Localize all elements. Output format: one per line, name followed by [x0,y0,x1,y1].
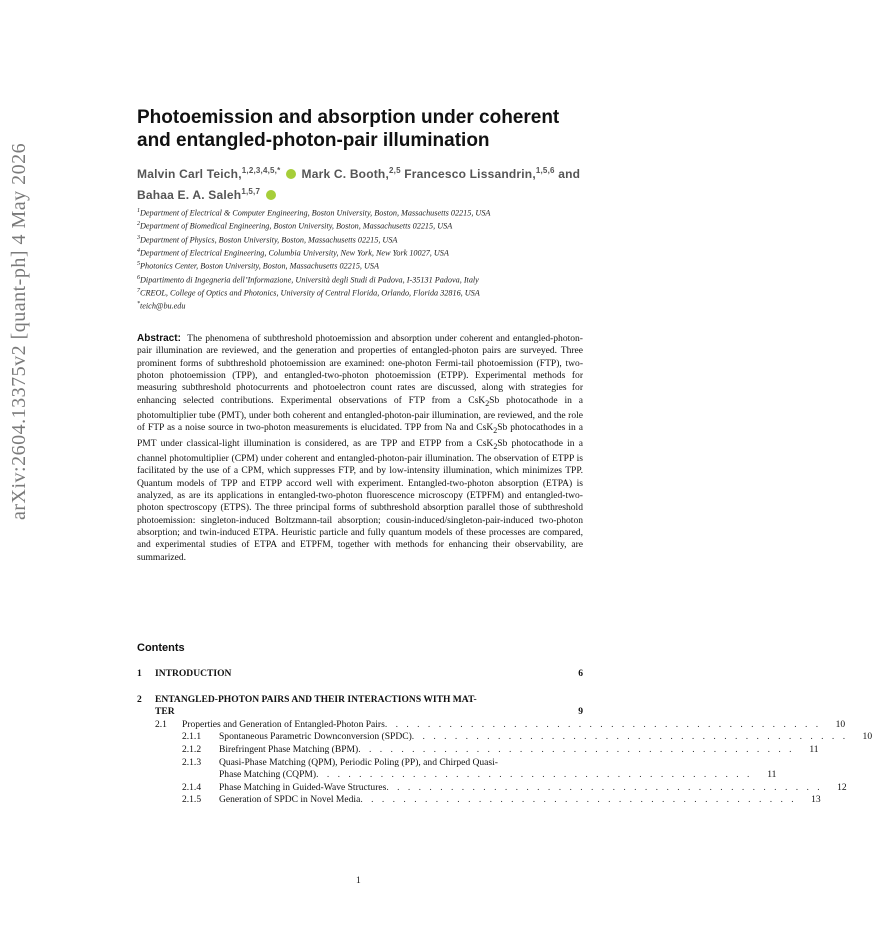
author-affil-sup: 1,5,7 [241,187,261,196]
affil-text: Photonics Center, Boston University, Boston, Massachusetts 02215, USA [140,262,380,272]
abstract-text: Sb photocathode in a channel photomultiplier (CPM) under coherent and entangled-photon-pair illumination. The observation of ETPP is facilitated by the use of a CPM, which suppresses FTP, and by low-intensity illumination, which minimizes TPP. Quantum models of TPP and ETPP accord well with experiment. Entangled-two-photon absorption (ETPA) is analyzed, as are its applications in entangled-two-photon fluorescence microscopy (ETPFM) and entangled-two-photon spectroscopy (ETPS). The three principal forms of subthreshold absorption parallel those of subthreshold photoemission: singleton-induced Boltzmann-tail absorption; cousin-induced/singleton-pair-induced two-photon absorption; and twin-induced ETPA. Heuristic particle and fully quantum models of these processes are compared, and experimental studies of ETPA and ETPFM, together with methods for enhancing their observability, are summarized. [137,437,583,563]
toc-number: 2.1.3 [182,756,202,768]
toc-leader: . . . . . . . . . . . . . . . . . . . . . . . . . . . . . . . . . . . . . . . . . [316,769,753,781]
toc-page: 10 [862,731,872,743]
author-name: Malvin Carl Teich, [137,167,242,181]
orcid-icon[interactable] [286,169,296,179]
toc-entry[interactable] [137,731,872,744]
toc-entry-continued[interactable] [137,769,777,782]
affil-sup: 1 [137,208,140,214]
toc-number: 2 [137,693,142,705]
affiliation [137,233,583,246]
toc-entry[interactable] [137,694,583,707]
toc-title: Generation of SPDC in Novel Media [219,794,361,806]
toc-title: INTRODUCTION [155,668,232,679]
subscript: 2 [493,441,498,451]
affil-sup: 7 [137,287,140,294]
toc-leader: . . . . . . . . . . . . . . . . . . . . . . . . . . . . . . . . . . . . . . . . . [411,731,849,743]
toc-entry[interactable] [137,781,847,795]
abstract-text: The phenomena of subthreshold photoemission and absorption under coherent and entangled-photon-pair illumination are reviewed, and the generation and properties of entangled-photon pairs are surveyed. Three prominent forms of subthreshold photoemission are examined: one-photon Fermi-tail photoemission (FTP), two-photon photoemission (TPP), and entangled-two-photon photoemission (ETPP). Experimental methods for measuring subthreshold photocurrents and photoelectron count rates are discussed, along with strategies for enhancing selected contributions. Experimental observations of FTP from a CsK [137,333,583,406]
toc-entry[interactable] [137,794,821,807]
toc-number: 2.1 [155,718,167,730]
toc-title: ENTANGLED-PHOTON PAIRS AND THEIR INTERACTIONS WITH MAT- [155,693,477,705]
affiliation [137,259,583,272]
author-affil-sup: 1,2,3,4,5,* [241,166,281,175]
toc-number: 2.1.1 [182,731,202,743]
toc-title: Phase Matching (CQPM) [219,769,317,781]
author-name: Mark C. Booth, [301,167,389,181]
toc-leader: . . . . . . . . . . . . . . . . . . . . . . . . . . . . . . . . . . . . . . . . . [358,743,795,755]
affiliation [137,206,583,219]
toc-title: TER [155,706,175,718]
author-name: Bahaa E. A. Saleh [137,188,242,202]
author-conjunction: and [558,167,581,181]
toc-number: 2.1.5 [182,794,202,806]
paper-title [137,106,583,152]
contents-heading: Contents [137,642,185,654]
author-affil-sup: 2,5 [389,166,401,175]
toc-number: 2.1.4 [182,781,202,793]
affiliation [137,286,583,299]
affil-text: Department of Physics, Boston University, Boston, Massachusetts 02215, USA [140,235,398,245]
toc-number: 1 [137,668,142,679]
toc-entry-continued[interactable] [137,706,583,719]
toc-entry[interactable] [137,757,583,770]
toc-page: 11 [809,743,819,755]
orcid-icon[interactable] [266,190,276,200]
abstract-text: Sb photocathode in a photomultiplier tube (PMT), under both coherent and entangled-photon-pair illumination, are reviewed, and the role of FTP as a noise source in two-photon measurements is elucidated. TPP from Na and CsK [137,394,583,434]
affil-text: teich@bu.edu [140,302,186,312]
subscript: 2 [485,398,490,408]
toc-title: Properties and Generation of Entangled-Photon Pairs [182,718,385,730]
toc-entry[interactable] [137,668,583,681]
affil-sup: 4 [137,247,140,254]
affiliation-email[interactable] [137,299,583,312]
toc-page: 12 [837,781,847,793]
author-affil-sup: 1,5,6 [535,166,555,175]
abstract [137,333,583,564]
affil-sup: 3 [137,234,140,241]
toc-title: Spontaneous Parametric Downconversion (SPDC) [219,731,412,743]
affiliations [137,206,583,313]
affiliation [137,219,583,232]
toc-page: 10 [835,718,846,730]
author-list [137,162,583,204]
affil-sup: 2 [137,221,140,228]
affil-text: Department of Electrical Engineering, Columbia University, New York, New York 10027, USA [140,248,449,258]
toc-page: 9 [578,706,583,718]
toc-title: Phase Matching in Guided-Wave Structures [219,781,387,793]
toc-entry[interactable] [137,718,846,732]
toc-leader: . . . . . . . . . . . . . . . . . . . . . . . . . . . . . . . . . . . . . . . . . [384,718,822,730]
table-of-contents [137,668,872,807]
affil-sup: 5 [137,261,140,268]
toc-leader: . . . . . . . . . . . . . . . . . . . . . . . . . . . . . . . . . . . . . . . . . [360,794,797,806]
affil-text: CREOL, College of Optics and Photonics, University of Central Florida, Orlando, Florida 32816, USA [140,288,480,298]
abstract-label: Abstract: [137,333,181,344]
affil-text: Department of Electrical & Computer Engineering, Boston University, Boston, Massachusetts 02215, USA [140,208,491,218]
subscript: 2 [493,426,498,436]
toc-leader: . . . . . . . . . . . . . . . . . . . . . . . . . . . . . . . . . . . . . . . . . [386,781,823,793]
page-number: 1 [356,876,361,886]
toc-page: 13 [811,794,821,806]
arxiv-sidebar-stamp: arXiv:2604.13375v2 [quant-ph] 4 May 2026 [8,142,30,520]
author-name: Francesco Lissandrin, [404,167,536,181]
affil-text: Dipartimento di Ingegneria dell’Informazione, Università degli Studi di Padova, I-35131 Padova, Italy [140,275,479,285]
toc-page: 11 [767,769,777,781]
affil-sup: 6 [137,274,140,281]
toc-title: Quasi-Phase Matching (QPM), Periodic Poling (PP), and Chirped Quasi- [219,756,498,768]
affiliation [137,246,583,259]
affil-sup: * [137,301,140,308]
affil-text: Department of Biomedical Engineering, Boston University, Boston, Massachusetts 02215, USA [140,222,453,232]
abstract-text: Sb photocathodes in a PMT under classical-light illumination is considered, as are TPP and ETPP from a CsK [137,422,583,449]
title-line-2: and entangled-photon-pair illumination [137,130,490,151]
toc-number: 2.1.2 [182,743,202,755]
toc-page: 6 [578,668,583,679]
affiliation [137,273,583,286]
toc-title: Birefringent Phase Matching (BPM) [219,743,359,755]
title-line-1: Photoemission and absorption under coherent [137,107,560,128]
toc-entry[interactable] [137,743,819,757]
